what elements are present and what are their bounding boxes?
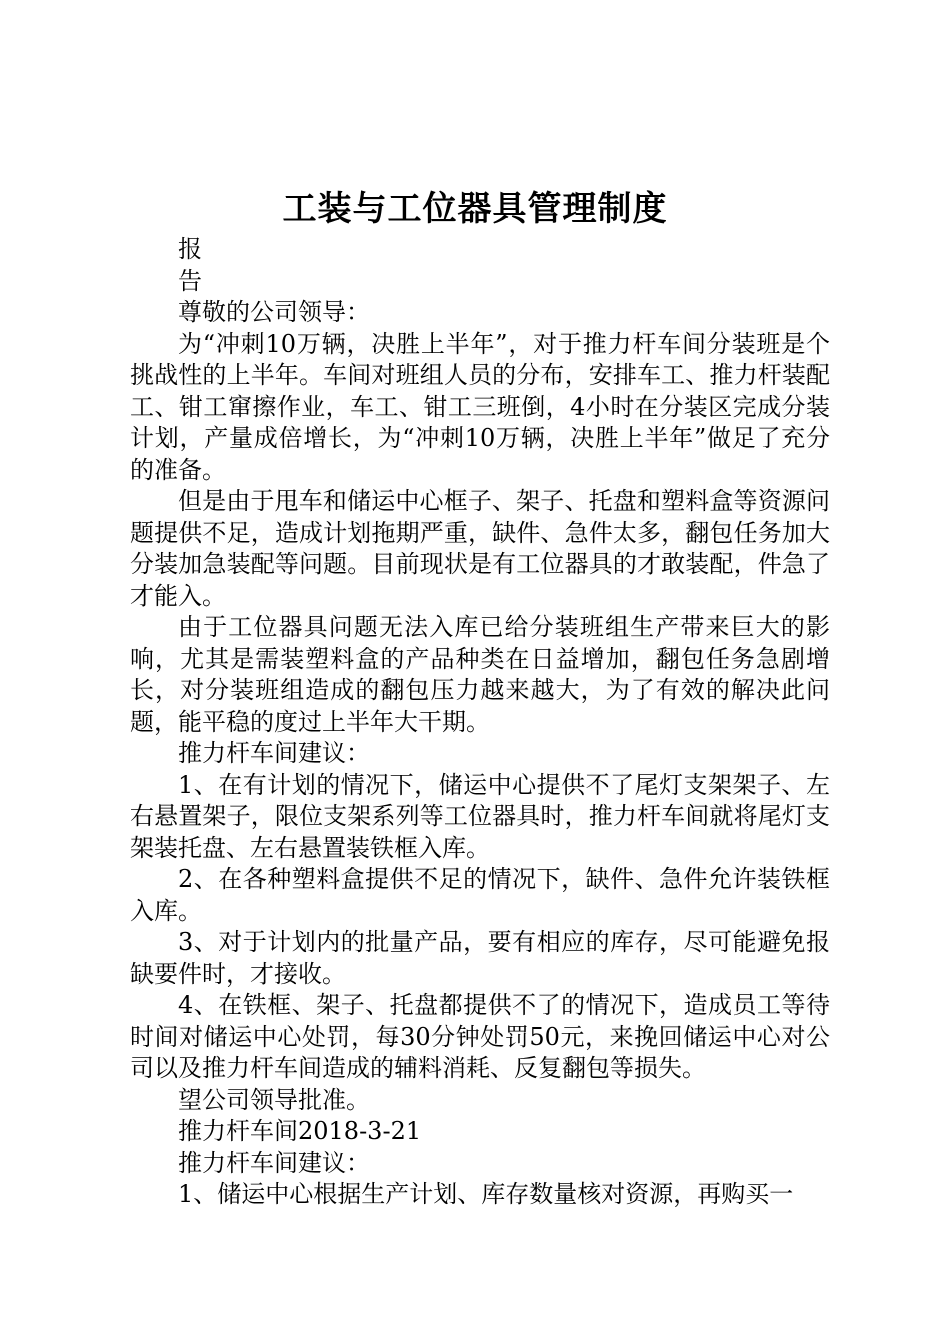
document-body — [130, 234, 830, 1211]
suggestion-item-3: 3、对于计划内的批量产品，要有相应的库存，尽可能避免报缺要件时，才接收。 — [130, 928, 830, 988]
report-label-char-2: 告 — [178, 266, 202, 295]
suggestion-2-item-1: 1、储运中心根据生产计划、库存数量核对资源，再购买一 — [178, 1180, 794, 1208]
suggestion-item-1: 1、在有计划的情况下，储运中心提供不了尾灯支架架子、左右悬置架子，限位支架系列等工位器具时，推力杆车间就将尾灯支架装托盘、左右悬置装铁框入库。 — [130, 770, 830, 862]
paragraph-impact: 由于工位器具问题无法入库已给分装班组生产带来巨大的影响，尤其是需装塑料盒的产品种类在日益增加，翻包任务急剧增长，对分装班组造成的翻包压力越来越大，为了有效的解决此问题，能平稳的度过上半年大干期。 — [130, 613, 830, 736]
signature-date: 推力杆车间2018-3-21 — [178, 1117, 422, 1145]
suggestion-item-4: 4、在铁框、架子、托盘都提供不了的情况下，造成员工等待时间对储运中心处罚，每30分钟处罚50元，来挽回储运中心对公司以及推力杆车间造成的辅料消耗、反复翻包等损失。 — [130, 991, 830, 1082]
salutation: 尊敬的公司领导： — [178, 298, 370, 326]
document-title: 工装与工位器具管理制度 — [282, 189, 668, 229]
paragraph-problem: 但是由于甩车和储运中心框子、架子、托盘和塑料盒等资源问题提供不足，造成计划拖期严重，缺件、急件太多，翻包任务加大分装加急装配等问题。目前现状是有工位器具的才敢装配，件急了才能入。 — [130, 487, 830, 610]
report-label-char-1: 报 — [178, 235, 202, 263]
suggestion-item-2: 2、在各种塑料盒提供不足的情况下，缺件、急件允许装铁框入库。 — [130, 865, 830, 925]
suggestion-heading: 推力杆车间建议： — [178, 739, 370, 767]
closing-request: 望公司领导批准。 — [178, 1085, 370, 1114]
suggestion-heading-2: 推力杆车间建议： — [178, 1148, 370, 1177]
paragraph-intro: 为“冲刺10万辆，决胜上半年”，对于推力杆车间分装班是个挑战性的上半年。车间对班组人员的分布，安排车工、推力杆装配工、钳工窜擦作业，车工、钳工三班倒，4小时在分装区完成分装计划，产量成倍增长，为“冲刺10万辆，决胜上半年”做足了充分的准备。 — [130, 329, 830, 484]
